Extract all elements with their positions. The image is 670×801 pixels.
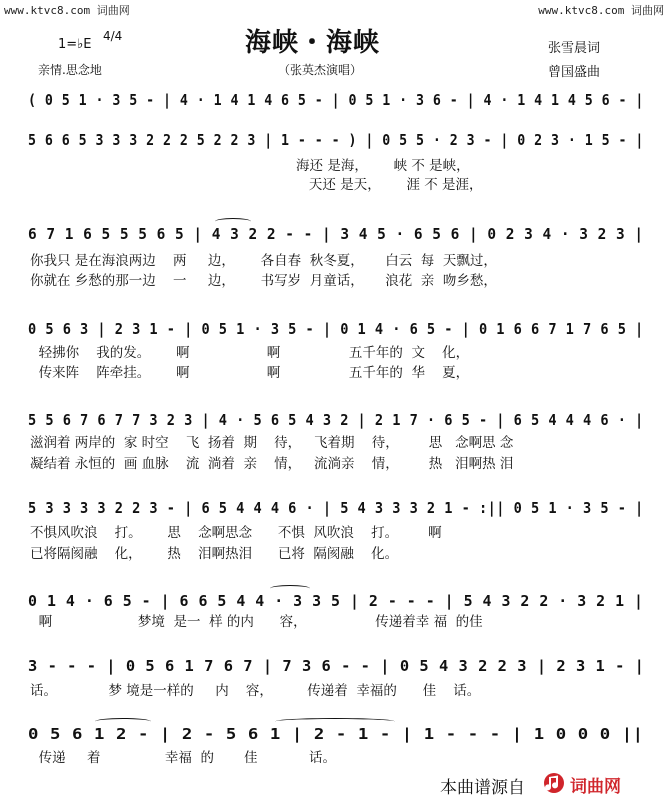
score-row-8-lyric-1: 话。 梦 境是一样的 内 容， 传递着 幸福的 佳 话。 xyxy=(30,683,481,699)
score-row-7-notes: 0 1 4 · 6 5 - | 6 6 5 4 4 · 3 3 5 | 2 - - - | 5 4 3 2 2 · 3 2 1 | xyxy=(28,592,644,610)
score-row-4-notes: 0 5 6 3 | 2 3 1 - | 0 5 1 · 3 5 - | 0 1 4 · 6 5 - | 0 1 6 6 7 1 7 6 5 | xyxy=(28,320,644,338)
watermark-left: www.ktvc8.com 词曲网 xyxy=(4,4,130,17)
footer-source-site[interactable]: 词曲网 xyxy=(570,777,621,797)
score-row-9-notes: 0 5 6 1 2 - | 2 - 5 6 1 | 2 - 1 - | 1 - - - | 1 0 0 0 || xyxy=(28,725,644,743)
score-row-6-notes: 5 3 3 3 3 2 2 3 - | 6 5 4 4 4 6 · | 5 4 3 3 3 2 1 - :|| 0 5 1 · 3 5 - | xyxy=(28,499,644,517)
mood-marking: 亲情.思念地 xyxy=(38,63,102,77)
footer-source-label: 本曲谱源自 xyxy=(440,778,525,798)
score-row-6-lyric-1: 不惧风吹浪 打。 思 念啊思念 不惧 风吹浪 打。 啊 xyxy=(30,525,442,541)
time-signature xyxy=(103,31,122,41)
score-row-1-notes: ( 0 5 1 · 3 5 - | 4 · 1 4 1 4 6 5 - | 0 5 1 · 3 6 - | 4 · 1 4 1 4 5 6 - | xyxy=(28,91,644,109)
score-row-3-lyric-2: 你就在 乡愁的那一边 一 边， 书写岁 月童话， 浪花 亲 吻乡愁， xyxy=(30,273,497,289)
lyricist-credit: 张雪晨词 xyxy=(548,41,601,56)
score-row-5-notes: 5 5 6 7 6 7 7 3 2 3 | 4 · 5 6 5 4 3 2 | 2 1 7 · 6 5 - | 6 5 4 4 4 6 · | xyxy=(28,411,644,429)
key-signature xyxy=(58,37,92,52)
score-row-2-lyric-1: 海还 是海， 峡 不 是峡， xyxy=(30,158,470,174)
score-row-4-lyric-2: 传来阵 阵牵挂。 啊 啊 五千年的 华 夏， xyxy=(30,365,470,381)
score-row-9-lyric-1: 传递 着 幸福 的 佳 话。 xyxy=(30,750,337,766)
score-row-2-lyric-2: 天还 是天， 涯 不 是涯， xyxy=(30,177,483,193)
score-row-3-lyric-1: 你我只 是在海浪两边 两 边， 各自春 秋冬夏， 白云 每 天飘过， xyxy=(30,253,497,269)
site-logo-icon xyxy=(543,772,565,794)
composer-credit: 曾国盛曲 xyxy=(548,65,601,80)
performer-credit: （张英杰演唱） xyxy=(278,63,363,77)
score-row-3-notes: 6 7 1 6 5 5 5 6 5 | 4 3 2 2 - - | 3 4 5 · 6 5 6 | 0 2 3 4 · 3 2 3 | xyxy=(28,225,644,243)
score-row-8-notes: 3 - - - | 0 5 6 1 7 6 7 | 7 3 6 - - | 0 5 4 3 2 2 3 | 2 3 1 - | xyxy=(28,657,644,675)
song-title: 海峡・海峡 xyxy=(245,28,381,58)
score-row-2-notes: 5 6 6 5 3 3 3 2 2 2 5 2 2 3 | 1 - - - ) | 0 5 5 · 2 3 - | 0 2 3 · 1 5 - | xyxy=(28,131,644,149)
score-row-6-lyric-2: 已将隔阂融 化， 热 泪啊热泪 已将 隔阂融 化。 xyxy=(30,546,399,562)
key-label: 1=♭E xyxy=(58,37,92,52)
watermark-right: www.ktvc8.com 词曲网 xyxy=(538,4,664,17)
score-row-5-lyric-2: 凝结着 永恒的 画 血脉 流 淌着 亲 情， 流淌亲 情， 热 泪啊热 泪 xyxy=(30,456,514,472)
time-label: 4/4 xyxy=(103,29,123,43)
score-row-5-lyric-1: 滋润着 两岸的 家 时空 飞 扬着 期 待， 飞着期 待， 思 念啊思 念 xyxy=(30,435,514,451)
score-row-7-lyric-1: 啊 梦境 是一 样 的内 容， 传递着幸 福 的佳 xyxy=(30,614,483,630)
score-row-4-lyric-1: 轻拂你 我的发。 啊 啊 五千年的 文 化， xyxy=(30,345,470,361)
